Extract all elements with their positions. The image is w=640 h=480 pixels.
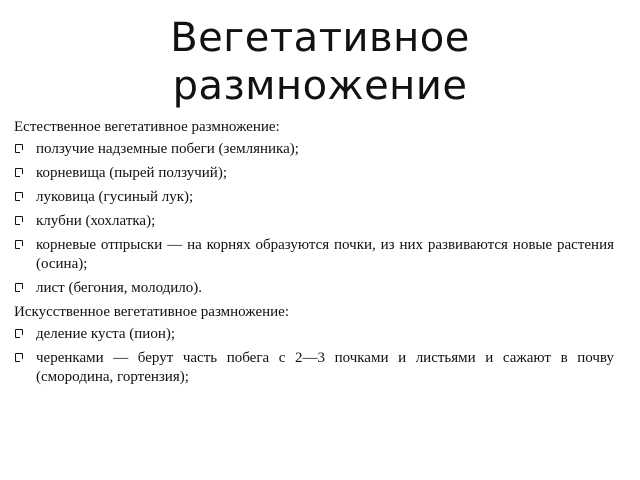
- square-bullet-icon: [15, 144, 23, 153]
- list-item: [14, 349, 614, 387]
- list-item-text: черенками — берут часть побега с 2—3 почками и листьями и сажают в почву (смородина, гортензия);: [36, 350, 614, 385]
- page-title: [0, 14, 640, 110]
- list-item: [14, 212, 614, 231]
- list-item-text: луковица (гусиный лук);: [36, 189, 194, 205]
- natural-heading: Естественное вегетативное размножение:: [14, 119, 280, 135]
- list-item: [14, 164, 614, 183]
- list-item-text: ползучие надземные побеги (земляника);: [36, 141, 299, 157]
- square-bullet-icon: [15, 329, 23, 338]
- list-item: [14, 188, 614, 207]
- document-body: [14, 118, 614, 392]
- list-item: [14, 325, 614, 344]
- square-bullet-icon: [15, 192, 23, 201]
- square-bullet-icon: [15, 353, 23, 362]
- title-line-2: размножение: [172, 63, 468, 109]
- list-item: [14, 279, 614, 298]
- list-item-text: корневища (пырей ползучий);: [36, 165, 228, 181]
- square-bullet-icon: [15, 283, 23, 292]
- list-item-text: корневые отпрыски — на корнях образуются почки, из них развиваются новые растения (осина);: [36, 237, 614, 272]
- title-line-1: Вегетативное: [170, 15, 470, 61]
- list-item-text: деление куста (пион);: [36, 326, 176, 342]
- list-item: [14, 236, 614, 274]
- square-bullet-icon: [15, 240, 23, 249]
- list-item-text: лист (бегония, молодило).: [36, 280, 203, 296]
- square-bullet-icon: [15, 168, 23, 177]
- list-item: [14, 140, 614, 159]
- list-item-text: клубни (хохлатка);: [36, 213, 156, 229]
- artificial-heading: Искусственное вегетативное размножение:: [14, 304, 290, 320]
- square-bullet-icon: [15, 216, 23, 225]
